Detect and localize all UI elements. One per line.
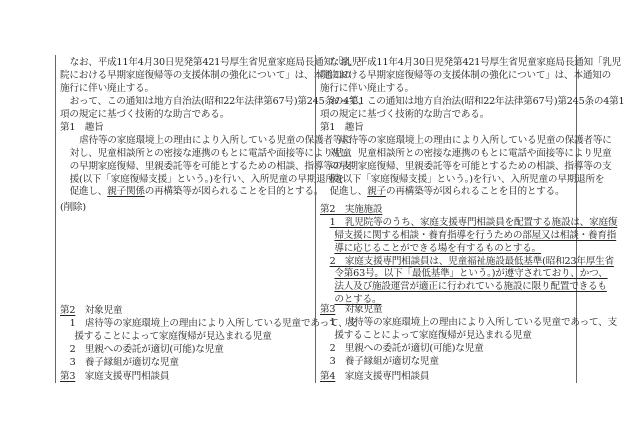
text-segment: 項の規定に基づく技術的な助言である。 [320,108,490,120]
text-segment: 第1 趣旨 [320,122,364,133]
underlined-text: のとする。 [334,294,382,306]
underlined-text: 令第63号。以下「最低基準」という。)が遵守されており、かつ、 [334,268,608,280]
text-segment: 項の規定に基づく技術的な助言である。 [60,108,230,120]
underlined-text: 法人及び施設運営が適正に行われている施設に限り配置できるも [334,281,607,293]
section-block [320,371,576,384]
text-line [320,83,576,96]
section-block [320,122,612,199]
text-line [60,305,316,318]
text-line [320,134,612,148]
text-line [60,371,316,384]
text-segment: の早期家庭復帰、里親委託等を可能とするための相談、指導等の支 [329,160,612,172]
text-segment: 家庭支援専門相談員 [335,371,430,382]
text-line [320,316,618,330]
text-line [320,268,608,281]
text-segment: 施行に伴い廃止する。 [320,82,414,94]
text-line [320,371,576,384]
section-block [60,122,352,199]
text-segment: 第1 趣旨 [60,122,104,133]
text-line [60,344,316,357]
text-segment: 援(以下「家庭復帰支援」という。)を行い、入所児童の早期退所を [329,173,605,185]
text-line [320,57,622,70]
text-line [60,109,316,122]
underlined-text: 第2 [60,305,76,316]
text-line [320,173,605,187]
text-segment: 促進し、 [69,186,108,198]
section-block [60,202,316,215]
text-line [320,330,576,343]
text-segment: 施行に伴い廃止する。 [60,82,154,94]
text-segment: 2 里親への委託が適切(可能)な児童 [329,342,484,354]
text-segment: 院における早期家庭復帰等の支援体制の強化について」は、本通知の [60,69,352,81]
text-line [320,229,617,243]
text-line [320,186,576,199]
text-line [320,160,612,174]
text-segment: 虐待等の家庭環境上の理由により入所している児童の保護者等に [79,134,352,146]
text-line [60,186,324,199]
underlined-text: 2 家庭支援専門相談員は、児童福祉施設最低基準(昭和23年厚生省 [329,255,614,267]
underlined-text: 第3 [320,304,336,315]
text-line [320,95,625,109]
text-segment: 3 養子縁組が適切な児童 [329,355,439,367]
text-segment: 院における早期家庭復帰等の支援体制の強化について」は、本通知の [320,69,612,81]
text-segment: の再構築等が図られることを目的とする。 [385,186,565,198]
underlined-text: 1 乳児院等のうち、家庭支援専門相談員を配置する施設は、家庭復 [329,216,618,228]
text-segment: 1 虐待等の家庭環境上の理由により入所している児童であって、支 [329,316,618,328]
text-segment: の再構築等が図られることを目的とする。 [144,186,324,198]
text-line [60,331,316,344]
text-line [320,281,607,294]
text-line [60,83,316,96]
text-line [320,304,576,317]
text-segment: 促進し、 [329,186,368,198]
section-block [320,204,618,307]
text-segment: 援することによって家庭復帰が見込まれる児童 [74,330,272,342]
text-line [320,243,576,256]
text-line [320,147,612,161]
text-segment: 対し、児童相談所との密接な連携のもとに電話や面接等により児童 [329,147,612,159]
new-text-column [315,55,625,383]
text-segment: 対し、児童相談所との密接な連携のもとに電話や面接等により児童 [69,147,352,159]
text-segment: 援(以下「家庭復帰支援」という。)を行い、入所児童の早期退所を [69,173,345,185]
text-line [320,343,576,356]
text-segment: 2 里親への委託が適切(可能)な児童 [69,343,224,355]
text-line [60,134,352,148]
underlined-text: 第3 [60,371,76,382]
text-line [60,95,365,109]
text-line [320,204,576,217]
text-line [60,202,316,215]
text-segment: 対象児童 [335,304,383,315]
text-line [60,160,352,174]
text-segment: なお、平成11年4月30日児発第421号厚生省児童家庭局長通知「乳児 [329,57,622,68]
text-line [60,147,352,161]
underlined-text: 親子 [367,186,386,198]
underlined-text: 導に応じることができる場を有するものとする。 [334,242,542,254]
underlined-text: 第2 実施施設 [320,204,383,215]
text-line [60,122,316,135]
text-line [60,317,358,331]
text-line [320,109,576,122]
section-block [60,57,365,121]
text-segment: 家庭支援専門相談員 [75,371,170,382]
section-block [60,371,316,384]
text-segment: 1 虐待等の家庭環境上の理由により入所している児童であって、支 [69,317,358,329]
text-line [320,255,614,269]
text-line [60,173,345,187]
text-segment: の早期家庭復帰、里親委託等を可能とするための相談、指導等の支 [69,160,352,172]
text-segment: 援することによって家庭復帰が見込まれる児童 [334,329,532,341]
text-segment: 3 養子縁組が適切な児童 [69,356,179,368]
text-line [320,356,576,369]
section-block [320,304,618,368]
text-line [60,57,362,70]
text-segment: なお、平成11年4月30日児発第421号厚生省児童家庭局長通知「乳児 [69,57,362,68]
text-segment: (削除) [60,202,86,213]
text-line [320,69,612,83]
text-line [60,357,316,370]
section-block [320,57,625,121]
text-segment: おって、この通知は地方自治法(昭和22年法律第67号)第245条の4第1 [69,95,365,107]
underlined-text: 第4 [320,371,336,382]
underlined-text: 親子関係 [107,186,145,198]
text-line [60,69,352,83]
text-segment: 虐待等の家庭環境上の理由により入所している児童の保護者等に [339,134,612,146]
text-line [320,216,618,230]
underlined-text: 帰支援に関する相談・養育指導を行うための部屋又は相談・養育指 [334,229,617,241]
text-line [320,122,576,135]
text-segment: 対象児童 [75,305,123,316]
text-segment: おって、この通知は地方自治法(昭和22年法律第67号)第245条の4第1 [329,95,625,107]
